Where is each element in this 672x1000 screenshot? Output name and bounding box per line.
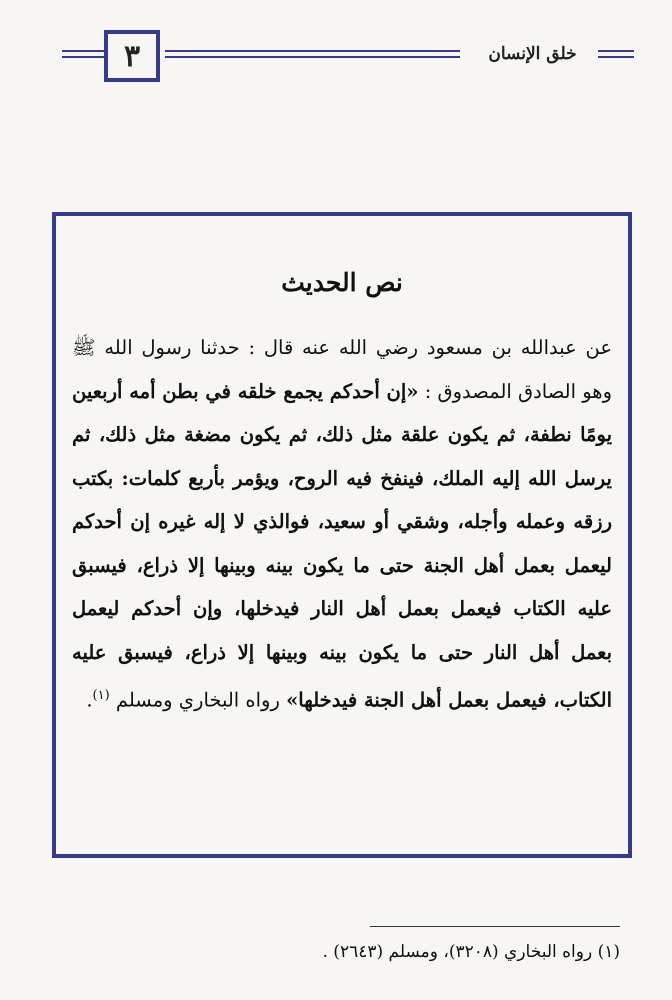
page-header <box>0 22 672 92</box>
footnote-divider <box>370 926 620 927</box>
footnote: (١) رواه البخاري (٣٢٠٨)، ومسلم (٢٦٤٣) . <box>322 942 620 962</box>
header-rule-right-bottom <box>598 56 634 58</box>
hadith-body: «إن أحدكم يجمع خلقه في بطن أمه أربعين يومًا نطفة، ثم يكون علقة مثل ذلك، ثم يكون مضغة مثل ذلك، ثم يرسل الله إليه الملك، فينفخ فيه الروح، ويؤمر بأربع كلمات: بكتب رزقه وعمله وأجله، وشقي أو سعيد، فوالذي لا إله غيره إن أحدكم ليعمل بعمل أهل الجنة حتى ما يكون بينه وبينها إلا ذراع، فيسبق عليه الكتاب فيعمل بعمل أهل النار فيدخلها، وإن أحدكم ليعمل بعمل أهل النار حتى ما يكون بينه وبينها إلا ذراع، فيسبق عليه الكتاب، فيعمل بعمل أهل الجنة فيدخلها» <box>72 379 612 712</box>
hadith-title: نص الحديث <box>281 268 403 297</box>
page-number: ٣ <box>104 30 160 82</box>
header-rule-middle-bottom <box>165 56 460 58</box>
hadith-intro: عن عبدالله بن مسعود رضي الله عنه قال : حدثنا رسول الله ﷺ وهو الصادق المصدوق : <box>72 336 612 403</box>
end-mark: . <box>86 688 93 712</box>
hadith-attribution: رواه البخاري ومسلم <box>115 688 287 712</box>
header-rule-left-top <box>62 50 104 52</box>
hadith-box <box>52 212 632 858</box>
header-rule-left-bottom <box>62 56 104 58</box>
footnote-reference[interactable]: (١) <box>92 688 110 703</box>
hadith-text <box>72 326 612 722</box>
running-title: خلق الإنسان <box>488 44 577 64</box>
header-rule-right-top <box>598 50 634 52</box>
header-rule-middle-top <box>165 50 460 52</box>
